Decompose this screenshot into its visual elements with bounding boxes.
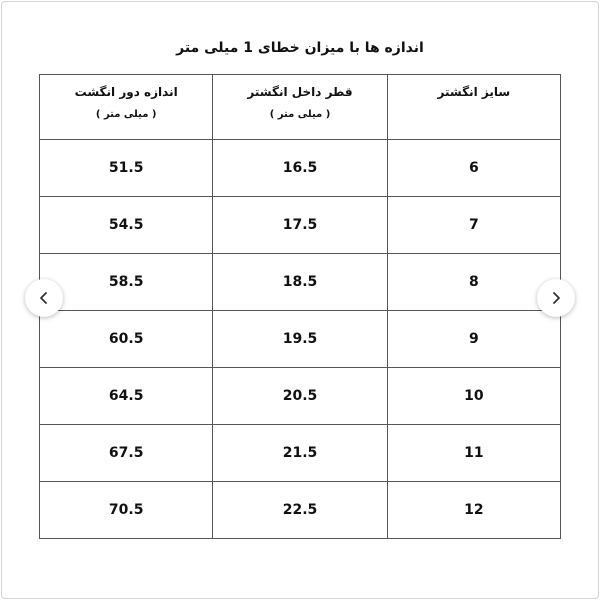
cell-ring-size: 10 [387,368,560,425]
ring-size-table [39,74,561,539]
cell-inner-diameter: 16.5 [213,140,387,197]
cell-ring-size: 6 [387,140,560,197]
header-unit: ( میلی متر ) [95,109,157,120]
table-title: اندازه ها با میزان خطای 1 میلی متر [176,40,424,56]
table-header-row [40,75,561,140]
table-row [40,482,561,539]
table-row [40,140,561,197]
cell-circumference: 64.5 [40,368,213,425]
header-ring-size [387,75,560,140]
cell-ring-size: 9 [387,311,560,368]
cell-circumference: 60.5 [40,311,213,368]
chevron-right-icon [549,291,563,305]
cell-ring-size: 12 [387,482,560,539]
table-row [40,254,561,311]
table-row [40,425,561,482]
table-row [40,311,561,368]
cell-circumference: 67.5 [40,425,213,482]
cell-inner-diameter: 22.5 [213,482,387,539]
cell-circumference: 54.5 [40,197,213,254]
chevron-left-icon [37,291,51,305]
table-row [40,197,561,254]
header-unit: ( میلی متر ) [269,109,331,120]
cell-inner-diameter: 21.5 [213,425,387,482]
cell-circumference: 58.5 [40,254,213,311]
header-label: قطر داخل انگشتر [247,85,353,99]
table-row [40,368,561,425]
cell-ring-size: 8 [387,254,560,311]
cell-ring-size: 11 [387,425,560,482]
cell-ring-size: 7 [387,197,560,254]
carousel-next-button[interactable] [537,279,575,317]
header-label: اندازه دور انگشت [74,85,178,99]
cell-circumference: 51.5 [40,140,213,197]
cell-inner-diameter: 18.5 [213,254,387,311]
cell-inner-diameter: 19.5 [213,311,387,368]
header-label: سایز انگشتر [437,85,511,99]
cell-inner-diameter: 20.5 [213,368,387,425]
cell-circumference: 70.5 [40,482,213,539]
cell-inner-diameter: 17.5 [213,197,387,254]
header-finger-circumference [40,75,213,140]
header-inner-diameter [213,75,387,140]
carousel-prev-button[interactable] [25,279,63,317]
